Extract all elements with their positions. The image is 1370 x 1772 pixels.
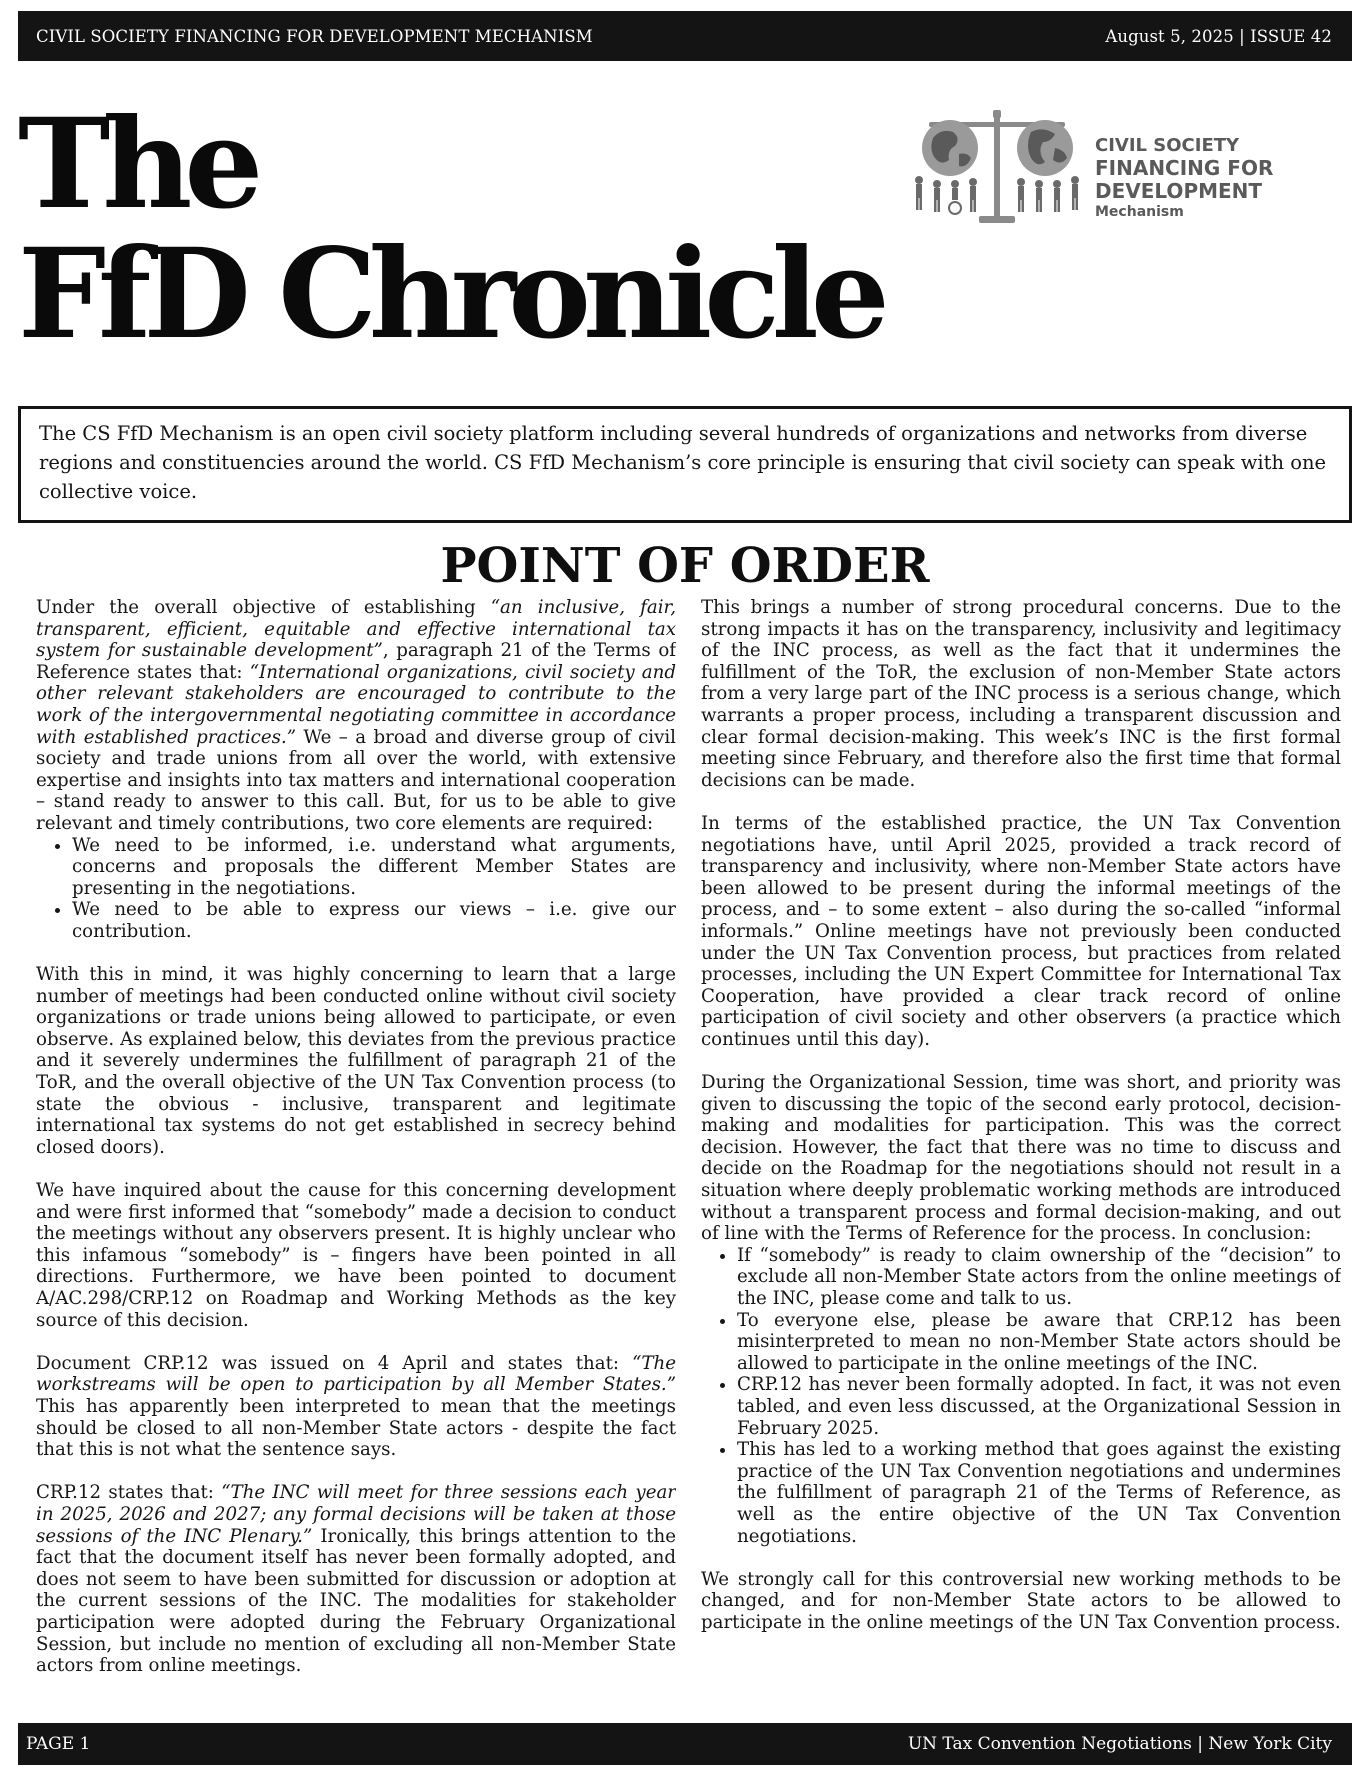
- footer-location: UN Tax Convention Negotiations | New York City: [907, 1734, 1332, 1754]
- list-item: • If “somebody” is ready to claim ownership of the “decision” to exclude all non-Member State actors from the online meetings of the INC, please come and talk to us.: [737, 1245, 1341, 1310]
- quote: “The INC will meet for three sessions each year in 2025, 2026 and 2027; any formal decisions will be taken at those sessions of the INC Plenary.”: [36, 1482, 676, 1547]
- paragraph: We have inquired about the cause for this concerning development and were first informed that “somebody” made a decision to conduct the meetings without any observers present. It is highly unclear who this infamous “somebody” is – fingers have been pointed in all directions. Furthermore, we have been pointed to document A/AC.298/CRP.12 on Roadmap and Working Methods as the key source of this decision.: [36, 1180, 676, 1331]
- article-title: POINT OF ORDER: [440, 538, 930, 594]
- paragraph: In terms of the established practice, the UN Tax Convention negotiations have, until April 2025, provided a track record of transparency and inclusivity, where non-Member State actors have been allowed to be present during the informal meetings of the process, and – to some extent – also during the so-called “informal informals.” Online meetings have not previously been conducted under the UN Tax Convention process, but practices from related processes, including the UN Expert Committee for International Tax Cooperation, have provided a clear track record of online participation of civil society and other observers (a practice which continues until this day).: [701, 812, 1341, 1050]
- masthead-line-1: The: [18, 92, 256, 237]
- text-span: CRP.12 states that:: [36, 1482, 222, 1504]
- header-date-issue: August 5, 2025 | ISSUE 42: [1105, 26, 1332, 46]
- bullet-list: [701, 1245, 1341, 1547]
- page-number: PAGE 1: [26, 1734, 91, 1754]
- paragraph: This brings a number of strong procedural concerns. Due to the strong impacts it has on the transparency, inclusivity and legitimacy of the INC process, as well as the fact that it undermines the fulfillment of the ToR, the exclusion of non-Member State actors from a very large part of the INC process is a serious change, which warrants a proper process, including a transparent discussion and clear formal decision-making. This week’s INC is the first formal meeting since February, and therefore also the first time that formal decisions can be made.: [701, 597, 1341, 791]
- logo-line-4: Mechanism: [1095, 204, 1184, 220]
- text-span: Ironically, this brings attention to the fact that the document itself has never been formally adopted, and does not seem to have been submitted for discussion or adoption at the current sessions of the INC. The modalities for stakeholder participation were adopted during the February Organizational Session, but include no mention of excluding all non-Member State actors from online meetings.: [36, 1525, 676, 1677]
- list-item: • CRP.12 has never been formally adopted. In fact, it was not even tabled, and even less discussed, at the Organizational Session in February 2025.: [737, 1374, 1341, 1439]
- paragraph: [36, 1482, 676, 1676]
- text-span: This has apparently been interpreted to mean that the meetings should be closed to all non-Member State actors - despite the fact that this is not what the sentence says.: [36, 1395, 676, 1461]
- paragraph: With this in mind, it was highly concerning to learn that a large number of meetings had been conducted online without civil society organizations or trade unions being allowed to participate, or even observe. As explained below, this deviates from the previous practice and it severely undermines the fulfillment of paragraph 21 of the ToR, and the overall objective of the UN Tax Convention process (to state the obvious - inclusive, transparent and legitimate international tax systems do not get established in secrecy behind closed doors).: [36, 964, 676, 1158]
- header-org-name: CIVIL SOCIETY FINANCING FOR DEVELOPMENT MECHANISM: [36, 26, 593, 46]
- list-item: • To everyone else, please be aware that CRP.12 has been misinterpreted to mean no non-Member State actors should be allowed to participate in the online meetings of the INC.: [737, 1310, 1341, 1375]
- newsletter-masthead: [18, 92, 882, 367]
- list-item: • We need to be able to express our views – i.e. give our contribution.: [72, 899, 676, 942]
- logo-wordmark: [1095, 134, 1273, 221]
- text-span: We – a broad and diverse group of civil society and trade unions from all over the world, with extensive expertise and insights into tax matters and international cooperation – stand ready to answer to this call. But, for us to be able to give relevant and timely contributions, two core elements are required:: [36, 726, 676, 834]
- paragraph: [36, 1353, 676, 1461]
- logo-line-2: FINANCING FOR: [1095, 156, 1274, 180]
- quote: “an inclusive, fair, transparent, efficient, equitable and effective international tax system for sustainable development”: [36, 597, 676, 662]
- quote: “The workstreams will be open to participation by all Member States.”: [36, 1352, 676, 1396]
- article-left-column: [36, 597, 676, 1712]
- header-bar: [18, 11, 1352, 61]
- text-span: Document CRP.12 was issued on 4 April and states that:: [36, 1352, 633, 1374]
- scales-globes-people-logo-icon: [905, 108, 1090, 238]
- paragraph: [36, 597, 676, 835]
- bullet-list: [36, 835, 676, 943]
- list-item: • This has led to a working method that goes against the existing practice of the UN Tax Convention negotiations and undermines the fulfillment of paragraph 21 of the Terms of Reference, as well as the entire objective of the UN Tax Convention negotiations.: [737, 1439, 1341, 1547]
- paragraph: During the Organizational Session, time was short, and priority was given to discussing the topic of the second early protocol, decision-making and modalities for participation. This was the correct decision. However, the fact that there was no time to discuss and decide on the Roadmap for the negotiations should not result in a situation where deeply problematic working methods are introduced without a transparent process and formal decision-making, and out of line with the Terms of Reference for the process. In conclusion:: [701, 1072, 1341, 1245]
- logo-line-1: CIVIL SOCIETY: [1095, 135, 1240, 156]
- list-item: • We need to be informed, i.e. understand what arguments, concerns and proposals the different Member States are presenting in the negotiations.: [72, 835, 676, 900]
- footer-bar: [18, 1723, 1352, 1765]
- article-right-column: [701, 597, 1341, 1712]
- masthead-line-2: FfD Chronicle: [18, 222, 882, 367]
- text-span: , paragraph 21 of the Terms of Reference states that:: [36, 640, 676, 683]
- logo-line-3: DEVELOPMENT: [1095, 179, 1263, 203]
- quote: “International organizations, civil society and other relevant stakeholders are encouraged to contribute to the work of the intergovernmental negotiating committee in accordance with established practices.”: [36, 661, 676, 748]
- paragraph: We strongly call for this controversial new working methods to be changed, and for non-Member State actors to be allowed to participate in the online meetings of the UN Tax Convention process.: [701, 1568, 1341, 1633]
- text-span: Under the overall objective of establishing: [36, 597, 491, 618]
- cs-ffd-logo: [905, 108, 1325, 238]
- intro-box: The CS FfD Mechanism is an open civil society platform including several hundreds of organizations and networks from diverse regions and constituencies around the world. CS FfD Mechanism’s core principle is ensuring that civil society can speak with one collective voice.: [18, 406, 1352, 523]
